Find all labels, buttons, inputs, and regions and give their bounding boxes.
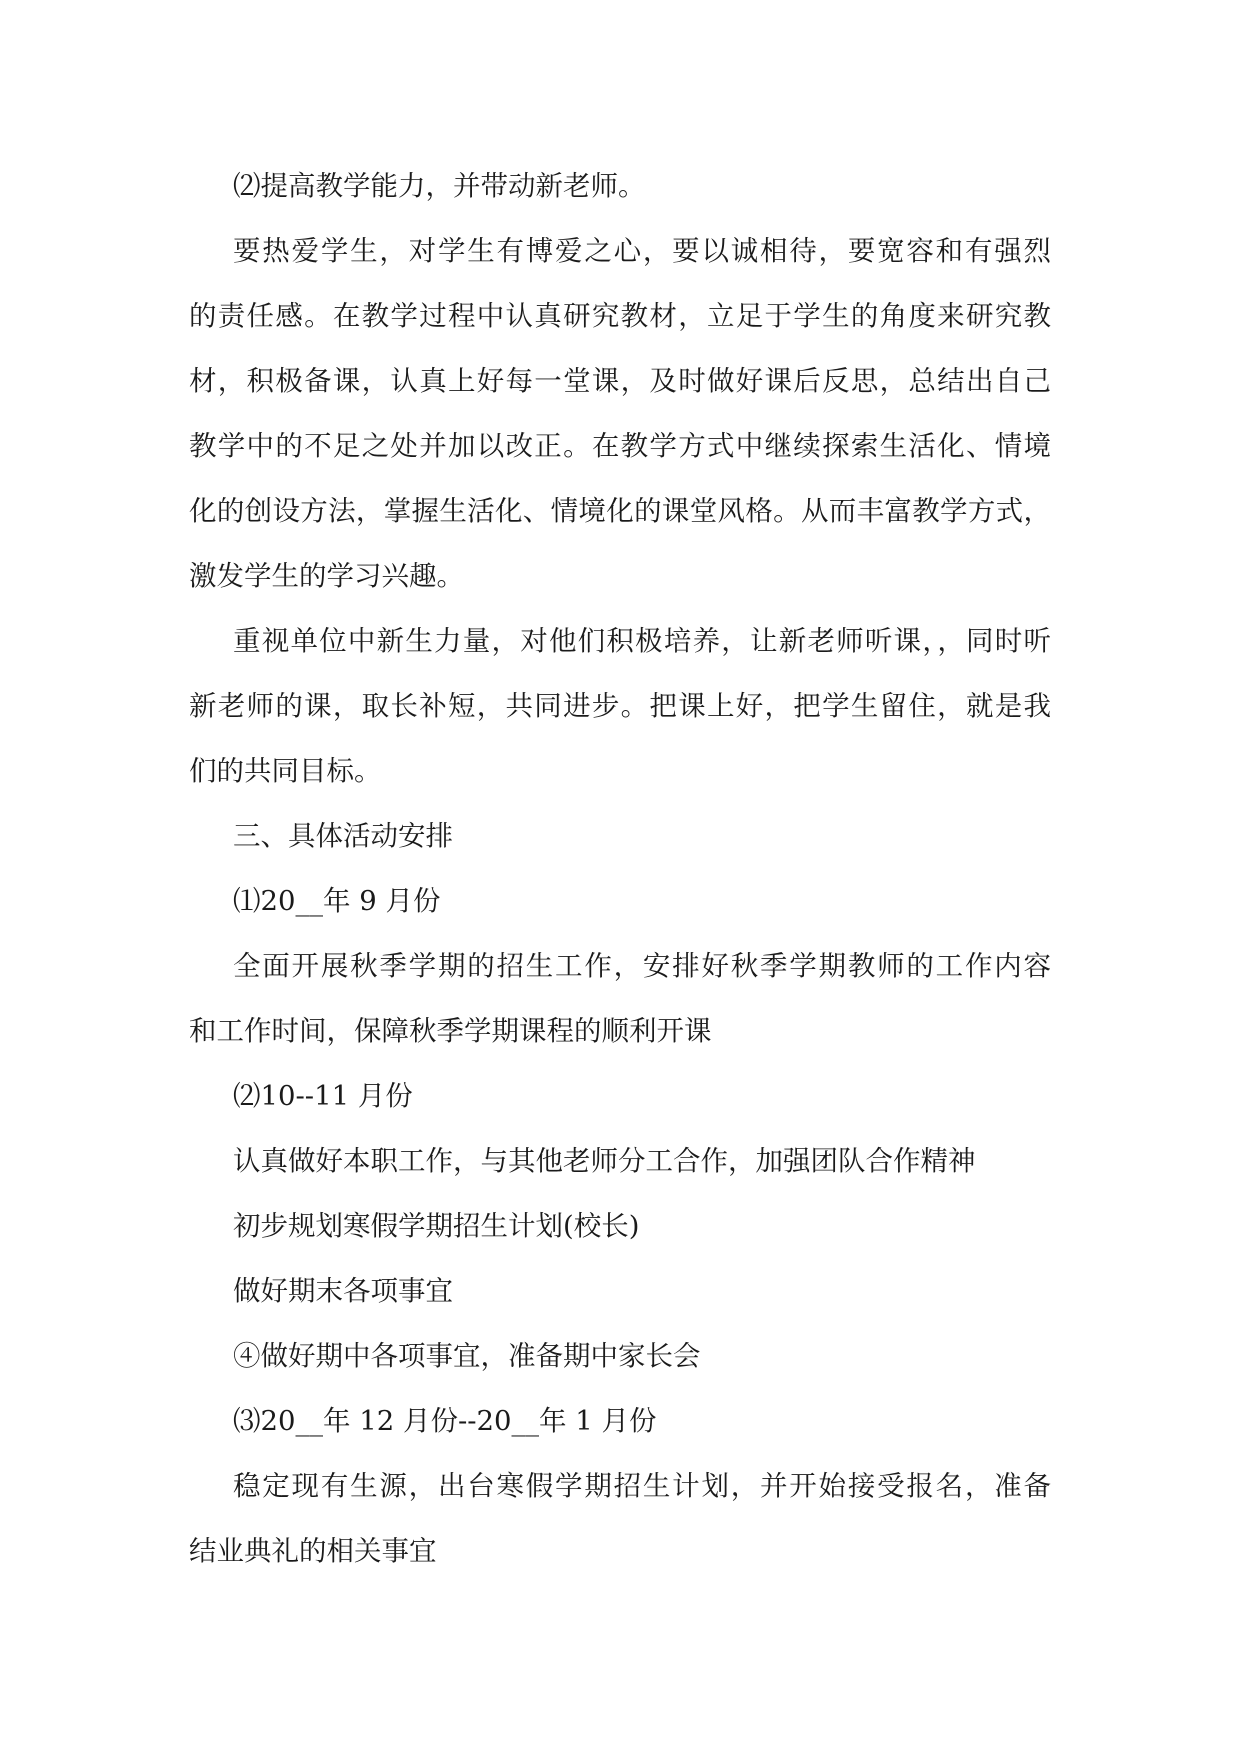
text-line: 做好期末各项事宜 — [233, 1275, 453, 1307]
task-item-teamwork — [189, 1129, 1051, 1194]
section-heading-activity-schedule — [189, 804, 1051, 869]
text-line: 的责任感。在教学过程中认真研究教材，立足于学生的角度来研究教 — [189, 300, 1051, 332]
schedule-item-september — [189, 869, 1051, 934]
paragraph-love-students — [189, 219, 1051, 609]
text-line: 稳定现有生源，出台寒假学期招生计划，并开始接受报名，准备 — [233, 1470, 1051, 1502]
schedule-item-october-november — [189, 1064, 1051, 1129]
text-line: 初步规划寒假学期招生计划(校长) — [233, 1210, 640, 1242]
text-line: 和工作时间，保障秋季学期课程的顺利开课 — [189, 1015, 712, 1047]
paragraph-new-teachers — [189, 609, 1051, 804]
text-line: 认真做好本职工作，与其他老师分工合作，加强团队合作精神 — [233, 1145, 976, 1177]
text-line: 教学中的不足之处并加以改正。在教学方式中继续探索生活化、情境 — [189, 430, 1051, 462]
task-item-winter-plan — [189, 1194, 1051, 1259]
paragraph-stabilize-students — [189, 1454, 1051, 1584]
text-line: 激发学生的学习兴趣。 — [189, 560, 464, 592]
text-line: 结业典礼的相关事宜 — [189, 1535, 437, 1567]
text-line: ⑵10--11 月份 — [233, 1080, 413, 1112]
text-line: 三、具体活动安排 — [233, 820, 453, 852]
text-line: 材，积极备课，认真上好每一堂课，及时做好课后反思，总结出自己 — [189, 365, 1051, 397]
task-item-final-term — [189, 1259, 1051, 1324]
text-line: 化的创设方法，掌握生活化、情境化的课堂风格。从而丰富教学方式， — [189, 495, 1051, 527]
text-line: ⑴20__年 9 月份 — [233, 885, 441, 917]
schedule-item-december-january — [189, 1389, 1051, 1454]
text-line: ④做好期中各项事宜，准备期中家长会 — [233, 1340, 701, 1372]
paragraph-teaching-ability-heading — [189, 154, 1051, 219]
text-line: 要热爱学生，对学生有博爱之心，要以诚相待，要宽容和有强烈 — [233, 235, 1051, 267]
document-body — [189, 154, 1051, 1584]
paragraph-autumn-enrollment — [189, 934, 1051, 1064]
text-line: ⑶20__年 12 月份--20__年 1 月份 — [233, 1405, 657, 1437]
text-line: 重视单位中新生力量，对他们积极培养，让新老师听课，，同时听 — [233, 625, 1051, 657]
text-line: 全面开展秋季学期的招生工作，安排好秋季学期教师的工作内容 — [233, 950, 1051, 982]
text-line: ⑵提高教学能力，并带动新老师。 — [233, 170, 646, 202]
text-line: 们的共同目标。 — [189, 755, 382, 787]
text-line: 新老师的课，取长补短，共同进步。把课上好，把学生留住，就是我 — [189, 690, 1051, 722]
task-item-midterm-meeting — [189, 1324, 1051, 1389]
